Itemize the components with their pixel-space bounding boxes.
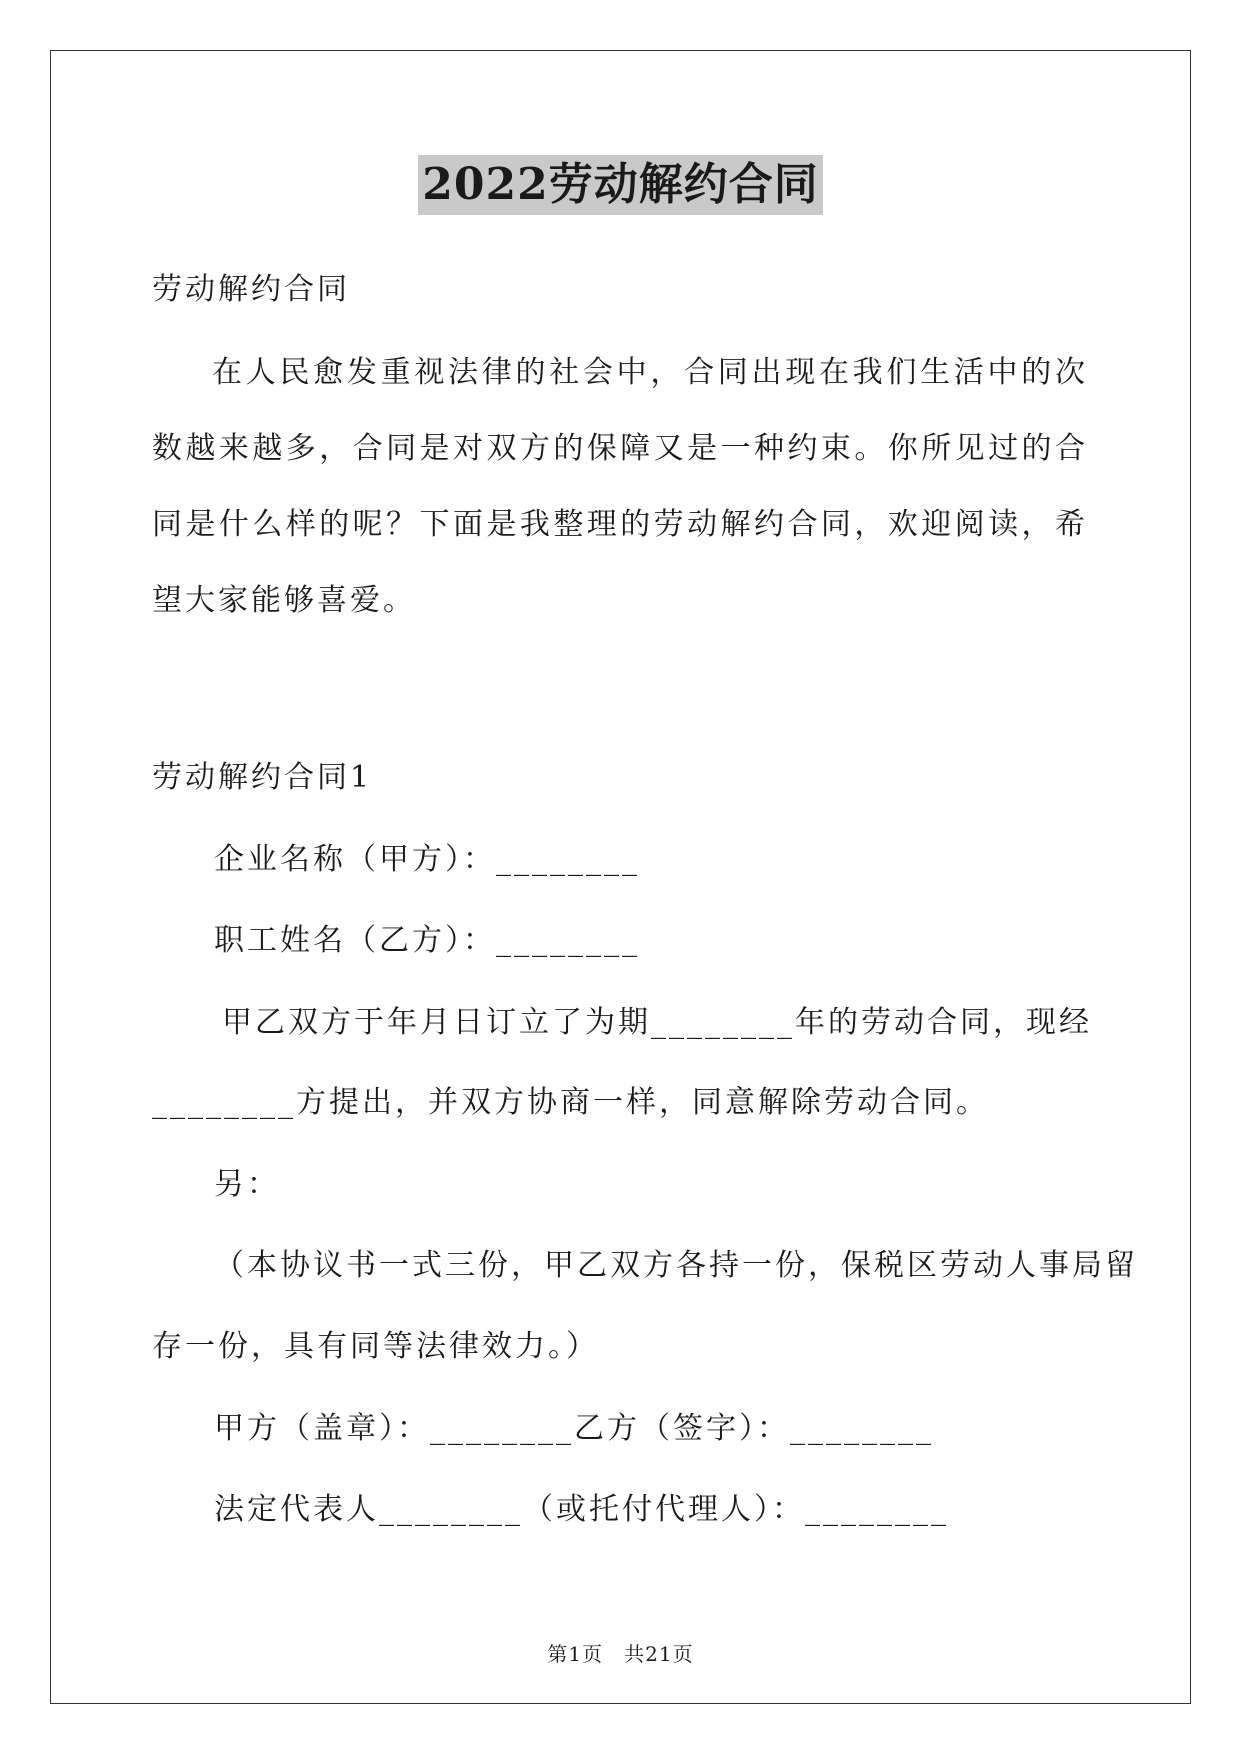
signature-line: 甲方（盖章）：________乙方（签字）：________ <box>214 1411 934 1446</box>
document-title: 2022劳动解约合同 <box>418 155 822 215</box>
representative-line: 法定代表人________（或托付代理人）：________ <box>214 1492 949 1527</box>
title-container <box>0 155 1241 215</box>
section-heading: 劳动解约合同1 <box>152 760 373 795</box>
employee-name-line: 职工姓名（乙方）：________ <box>214 923 640 958</box>
note-line-2: 存一份，具有同等法律效力。） <box>152 1329 599 1364</box>
terms-line-1: 甲乙双方于年月日订立了为期________年的劳动合同，现经 <box>222 1005 1092 1040</box>
company-name-line: 企业名称（甲方）：________ <box>214 842 640 877</box>
intro-paragraph: 在人民愈发重视法律的社会中，合同出现在我们生活中的次数越来越多，合同是对双方的保障又是一种约束。你所见过的合同是什么样的呢？下面是我整理的劳动解约合同，欢迎阅读，希望大家能够喜爱。 <box>152 355 1088 618</box>
terms-line-2: ________方提出，并双方协商一样，同意解除劳动合同。 <box>152 1085 989 1120</box>
page-footer: 第1页 共21页 <box>547 1642 694 1666</box>
other-label: 另： <box>214 1167 280 1202</box>
note-line-1: （本协议书一式三份，甲乙双方各持一份，保税区劳动人事局留 <box>214 1248 1138 1283</box>
subtitle: 劳动解约合同 <box>152 272 350 307</box>
